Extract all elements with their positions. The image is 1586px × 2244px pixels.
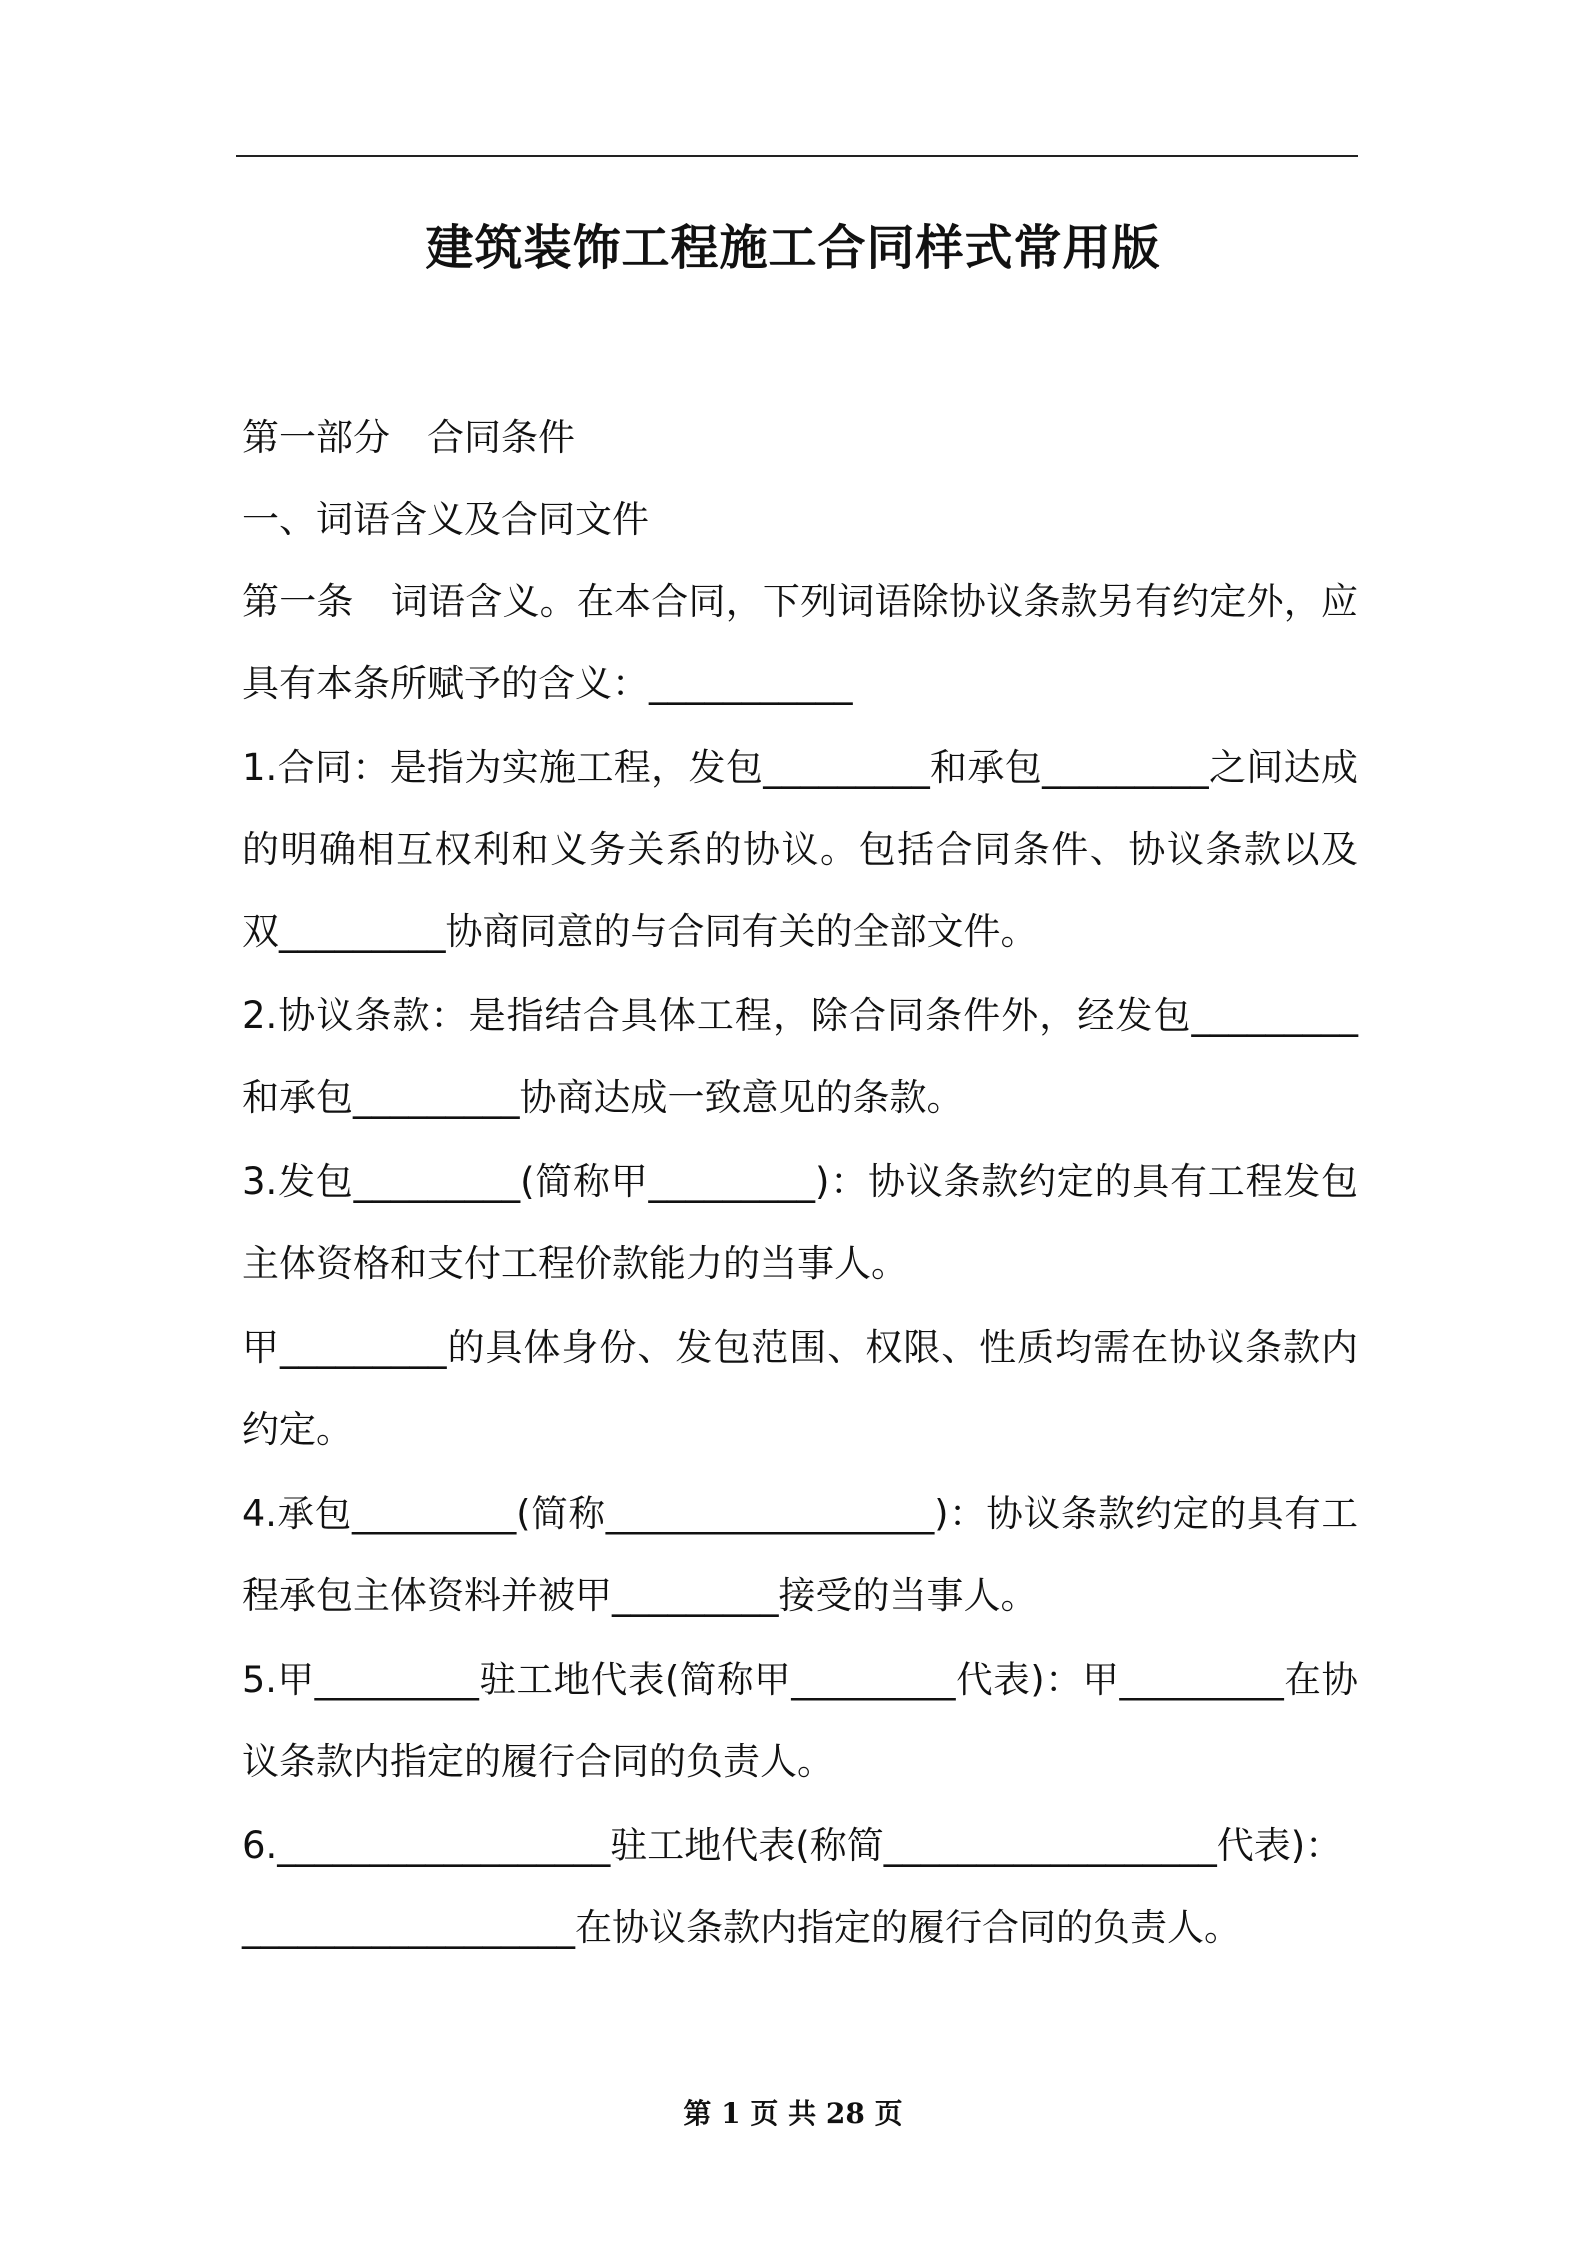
- document-title: 建筑装饰工程施工合同样式常用版: [425, 220, 1161, 276]
- paragraph-line: 6.__________________驻工地代表(称简__________________代表)：: [242, 1824, 1343, 1867]
- paragraph-line: 5.甲_________驻工地代表(简称甲_________代表)：甲_________在协: [242, 1658, 1358, 1701]
- paragraph-line: 主体资格和支付工程价款能力的当事人。: [242, 1242, 908, 1285]
- paragraph-line: 和承包_________协商达成一致意见的条款。: [242, 1076, 964, 1119]
- paragraph-line: 3.发包_________(简称甲_________)：协议条款约定的具有工程发包: [242, 1160, 1358, 1203]
- subsection-heading: 一、词语含义及合同文件: [242, 498, 649, 541]
- paragraph-line: 议条款内指定的履行合同的负责人。: [242, 1740, 834, 1783]
- paragraph-line: __________________在协议条款内指定的履行合同的负责人。: [242, 1906, 1241, 1949]
- paragraph-line: 1.合同：是指为实施工程，发包_________和承包_________之间达成: [242, 746, 1358, 789]
- section-heading: 第一部分 合同条件: [242, 416, 575, 459]
- paragraph-line: 程承包主体资料并被甲_________接受的当事人。: [242, 1574, 1038, 1617]
- paragraph-line: 甲_________的具体身份、发包范围、权限、性质均需在协议条款内: [242, 1326, 1358, 1369]
- paragraph-line: 具有本条所赋予的含义：___________: [242, 662, 853, 705]
- page-number-footer: 第 1 页 共 28 页: [683, 2097, 903, 2130]
- paragraph-line: 第一条 词语含义。在本合同，下列词语除协议条款另有约定外，应: [242, 580, 1358, 623]
- paragraph-line: 双_________协商同意的与合同有关的全部文件。: [242, 910, 1038, 953]
- header-rule: [236, 155, 1358, 157]
- paragraph-line: 的明确相互权利和义务关系的协议。包括合同条件、协议条款以及: [242, 828, 1358, 871]
- paragraph-line: 约定。: [242, 1408, 353, 1451]
- paragraph-line: 4.承包_________(简称__________________)：协议条款约定的具有工: [242, 1492, 1358, 1535]
- paragraph-line: 2.协议条款：是指结合具体工程，除合同条件外，经发包_________: [242, 994, 1358, 1037]
